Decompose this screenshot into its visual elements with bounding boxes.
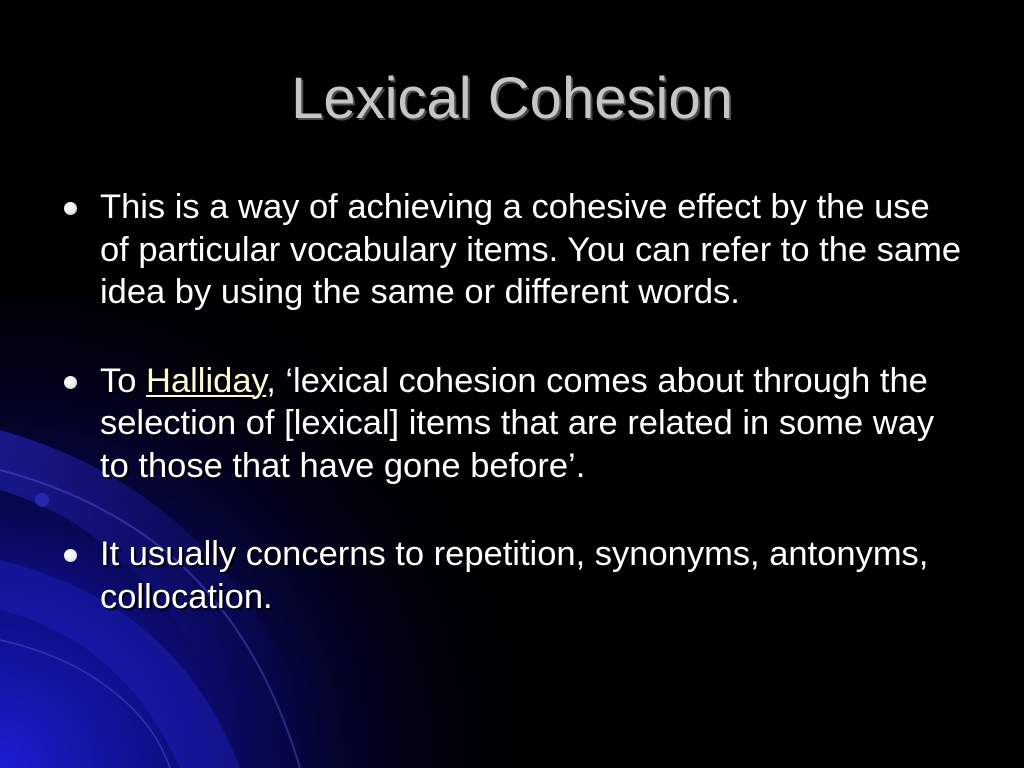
bullet-item bbox=[62, 186, 962, 314]
slide-title: Lexical Cohesion bbox=[291, 66, 733, 131]
bullet-text: This is a way of achieving a cohesive effect by the use of particular vocabulary items. You can refer to the same idea by using the same or different words. bbox=[100, 188, 962, 311]
bullet-dot-icon bbox=[64, 549, 77, 562]
bullet-list bbox=[62, 186, 962, 618]
bullet-text-prefix: To bbox=[100, 361, 147, 400]
bullet-text: It usually concerns to repetition, synonyms, antonyms, collocation. bbox=[100, 535, 929, 616]
bullet-item bbox=[62, 360, 962, 488]
bullet-item bbox=[62, 533, 962, 618]
halliday-link[interactable]: Halliday bbox=[146, 361, 267, 400]
bullet-text-suffix: , ‘lexical cohesion comes about through the selection of [lexical] items that are related in some way to those that have gone before’. bbox=[100, 361, 935, 485]
bullet-dot-icon bbox=[64, 202, 77, 215]
bullet-dot-icon bbox=[64, 376, 77, 389]
